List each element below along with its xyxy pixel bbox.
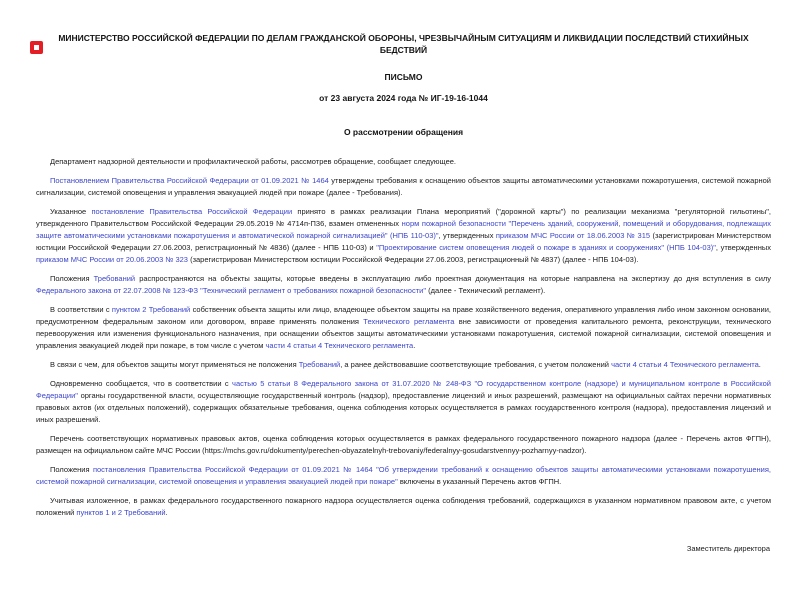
document-link[interactable]: Требований	[298, 360, 341, 369]
document-link[interactable]: Требований	[93, 274, 136, 283]
document-header	[0, 32, 807, 138]
paragraph-text: В соответствии с	[50, 305, 112, 314]
paragraph	[36, 378, 771, 426]
paragraph-text: Департамент надзорной деятельности и профилактической работы, рассмотрев обращение, сообщает следующее.	[50, 157, 456, 166]
document-link[interactable]: частью 5 статьи 8 Федерального закона от 31.07.2020 № 248-ФЗ "О государственном контроле (надзоре) и муниципальном контроле в Российской Федерации"	[36, 379, 771, 400]
paragraph-text: принято в рамках реализации Плана мероприятий ("дорожной карты") по реализации механизма "регуляторной гильотины", утвержденного Правительством Российской Федерации 29.05.2019 № 4714п-П36, взамен отмененных	[36, 207, 772, 228]
document-link[interactable]: части 4 статьи 4 Технического регламента	[265, 341, 414, 350]
paragraph-text: органы государственной власти, осуществляющие государственный контроль (надзор), предоставление лицензий и иных разрешений, размещают на официальных сайтах перечни нормативных правовых актов (их отдельных положений), содержащих обязательные требования, оценка соблюдения которых осуществляется в рамках государственного контроля (надзора), предоставления лицензий и иных разрешений.	[36, 391, 771, 424]
document-link[interactable]: постановление Правительства Российской Федерации	[91, 207, 293, 216]
paragraph-text: (зарегистрирован Министерством юстиции Российской Федерации 27.06.2003, регистрационный № 4837) (далее - НПБ 104-03).	[187, 255, 639, 264]
document-date-number: от 23 августа 2024 года № ИГ-19-16-1044	[319, 93, 488, 103]
document-link[interactable]: части 4 статьи 4 Технического регламента	[611, 360, 759, 369]
paragraph-text: Указанное	[50, 207, 92, 216]
paragraph	[36, 359, 771, 371]
paragraph-text: (зарегистрирован Министерством юстиции Российской Федерации 27.06.2003, регистрационный № 4836) (далее - НПБ 110-03) и	[36, 231, 771, 252]
paragraph-text: распространяются на объекты защиты, которые введены в эксплуатацию либо проектная документация на которые направлена на экспертизу до дня вступления в силу	[135, 274, 772, 283]
document-link[interactable]: "Проектирование систем оповещения людей о пожаре в зданиях и сооружениях" (НПБ 104-03)"	[376, 243, 716, 252]
document-link[interactable]: приказом МЧС России от 18.06.2003 № 315	[495, 231, 651, 240]
paragraph-text: Перечень соответствующих нормативных правовых актов, оценка соблюдения которых осуществляется в рамках федерального государственного пожарного надзора (далее - Перечень актов ФГПН), размещен на официальном сайте МЧС России (https://mchs.gov.ru/dokumenty/perechen-obyazatelnyh-trebovaniy/federalnyy-gosudarstvennyy-pozharnyy-nadzor).	[36, 434, 771, 455]
paragraph-text: включены в указанный Перечень актов ФГПН.	[397, 477, 562, 486]
document-body	[36, 156, 771, 519]
paragraph-text: .	[165, 508, 168, 517]
paragraph	[36, 175, 771, 199]
document-link[interactable]: норм пожарной безопасности "Перечень зданий, сооружений, помещений и оборудования, подлежащих защите автоматическими установками пожаротушения и автоматической пожарной сигнализацией" (НПБ 110-03)"	[36, 219, 771, 240]
document-type: ПИСЬМО	[384, 72, 423, 82]
paragraph-text: Одновременно сообщается, что в соответствии с	[50, 379, 233, 388]
document-link[interactable]: пунктом 2 Требований	[111, 305, 191, 314]
paragraph-text: собственник объекта защиты или лицо, владеющее объектом защиты на праве хозяйственного ведения, оперативного управления либо ином законном основании, предусмотренном федеральным законом или договором, вправе применять положения	[36, 305, 772, 326]
paragraph	[36, 156, 771, 168]
paragraph-text: Положения	[50, 274, 94, 283]
red-flag-icon[interactable]	[30, 41, 43, 54]
document-link[interactable]: приказом МЧС России от 20.06.2003 № 323	[36, 255, 188, 264]
paragraph-text: .	[758, 360, 761, 369]
document-link[interactable]: Технического регламента	[363, 317, 455, 326]
document-link[interactable]: постановления Правительства Российской Федерации от 01.09.2021 № 1464 "Об утверждении требований к оснащению объектов защиты автоматическими установками пожаротушения, системой пожарной сигнализации, системой оповещения и управления эвакуацией людей при пожаре"	[36, 465, 772, 486]
paragraph-text: .	[413, 341, 416, 350]
paragraph-text: Учитывая изложенное, в рамках федерального государственного пожарного надзора осуществляется оценка соблюдения требований, содержащихся в указанном нормативном правовом акте, с учетом положений	[36, 496, 771, 517]
paragraph-text: (далее - Технический регламент).	[425, 286, 546, 295]
paragraph-text: , утвержденных	[715, 243, 771, 252]
ministry-title: МИНИСТЕРСТВО РОССИЙСКОЙ ФЕДЕРАЦИИ ПО ДЕЛАМ ГРАЖДАНСКОЙ ОБОРОНЫ, ЧРЕЗВЫЧАЙНЫМ СИТУАЦИЯМ И ЛИКВИДАЦИИ ПОСЛЕДСТВИЙ СТИХИЙНЫХ БЕДСТВИЙ	[58, 33, 749, 55]
paragraph	[36, 464, 771, 488]
paragraph-text: В связи с чем, для объектов защиты могут применяться не положения	[50, 360, 299, 369]
document-link[interactable]: Федерального закона от 22.07.2008 № 123-ФЗ "Технический регламент о требованиях пожарной безопасности"	[36, 286, 426, 295]
signature-title: Заместитель директора	[686, 544, 770, 553]
paragraph-text: Положения	[50, 465, 93, 474]
document-link[interactable]: пунктов 1 и 2 Требований	[76, 508, 166, 517]
paragraph-text: утверждены требования к оснащению объектов защиты автоматическими установками пожаротушения, системой пожарной сигнализации, системой оповещения и управления эвакуацией людей при пожаре (далее - Требования).	[36, 176, 771, 197]
document-subject: О рассмотрении обращения	[343, 127, 464, 137]
paragraph-text: , утвержденных	[438, 231, 496, 240]
paragraph-text: , а ранее действовавшие соответствующие требования, с учетом положений	[340, 360, 612, 369]
document-link[interactable]: Постановлением Правительства Российской Федерации от 01.09.2021 № 1464	[50, 176, 329, 185]
paragraph	[36, 495, 771, 519]
paragraph-text: вне зависимости от проведения капитального ремонта, реконструкции, технического перевооружения или изменения функционального назначения, при оснащении объектов защиты автоматическими установками пожаротушения, системой пожарной сигнализации, системой оповещения и управления эвакуацией людей при пожаре, в том числе с учетом	[36, 317, 771, 350]
paragraph	[36, 433, 771, 457]
paragraph	[36, 206, 771, 266]
paragraph	[36, 304, 771, 352]
paragraph	[36, 273, 771, 297]
